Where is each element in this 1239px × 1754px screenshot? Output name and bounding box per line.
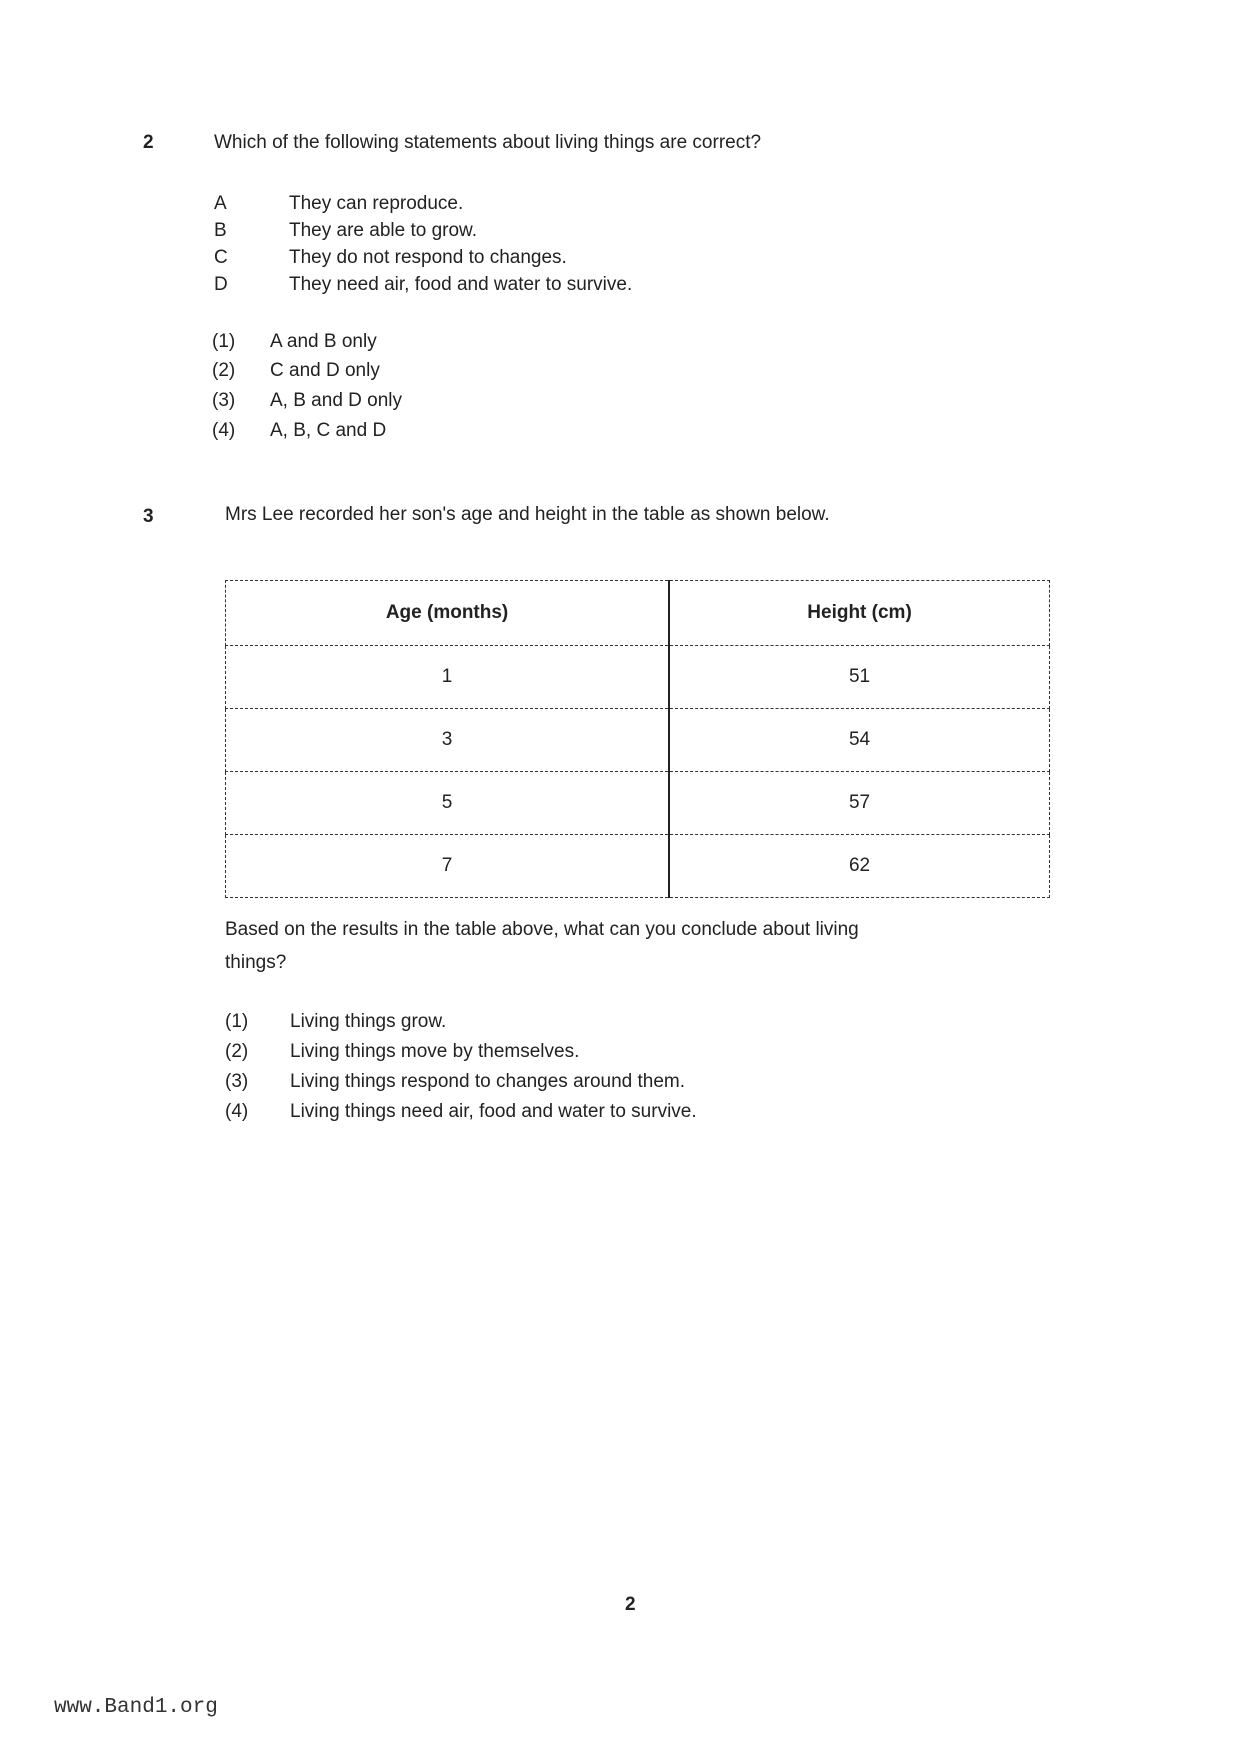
option-text: A and B only: [270, 331, 377, 352]
option-text: Living things move by themselves.: [290, 1041, 580, 1062]
question-3-number: 3: [143, 506, 154, 527]
question-3-text-line1: Based on the results in the table above, what can you conclude about living: [225, 919, 859, 940]
cell-age: 1: [226, 646, 670, 709]
cell-height: 54: [669, 709, 1049, 772]
option-number: (4): [212, 420, 236, 441]
cell-age: 7: [226, 835, 670, 898]
option-number: (3): [225, 1071, 249, 1092]
question-2-text: Which of the following statements about living things are correct?: [214, 132, 762, 153]
question-2-number: 2: [143, 132, 154, 153]
statement-letter: B: [214, 220, 227, 241]
age-height-table: [225, 580, 1050, 898]
statement-text: They do not respond to changes.: [289, 247, 567, 268]
table-row: [226, 772, 1050, 835]
statement-text: They need air, food and water to survive.: [289, 274, 633, 295]
cell-age: 5: [226, 772, 670, 835]
statement-letter: D: [214, 274, 228, 295]
option-number: (2): [225, 1041, 249, 1062]
option-text: Living things grow.: [290, 1011, 447, 1032]
table-header-row: [226, 581, 1050, 646]
option-text: A, B and D only: [270, 390, 403, 411]
option-text: Living things need air, food and water to survive.: [290, 1101, 697, 1122]
question-3-intro: Mrs Lee recorded her son's age and height in the table as shown below.: [225, 504, 830, 525]
question-3-text-line2: things?: [225, 952, 287, 973]
table-row: [226, 646, 1050, 709]
option-number: (1): [225, 1011, 249, 1032]
footer-watermark: www.Band1.org: [54, 1696, 218, 1719]
cell-height: 62: [669, 835, 1049, 898]
option-text: A, B, C and D: [270, 420, 387, 441]
option-number: (2): [212, 360, 236, 381]
statement-letter: A: [214, 193, 227, 214]
header-height: Height (cm): [669, 581, 1049, 646]
table-row: [226, 709, 1050, 772]
page-number: 2: [625, 1594, 636, 1615]
option-number: (4): [225, 1101, 249, 1122]
statement-text: They can reproduce.: [289, 193, 464, 214]
option-text: Living things respond to changes around them.: [290, 1071, 686, 1092]
option-number: (3): [212, 390, 236, 411]
table-row: [226, 835, 1050, 898]
option-number: (1): [212, 331, 236, 352]
cell-age: 3: [226, 709, 670, 772]
option-text: C and D only: [270, 360, 380, 381]
cell-height: 51: [669, 646, 1049, 709]
statement-letter: C: [214, 247, 228, 268]
statement-text: They are able to grow.: [289, 220, 477, 241]
cell-height: 57: [669, 772, 1049, 835]
header-age: Age (months): [226, 581, 670, 646]
